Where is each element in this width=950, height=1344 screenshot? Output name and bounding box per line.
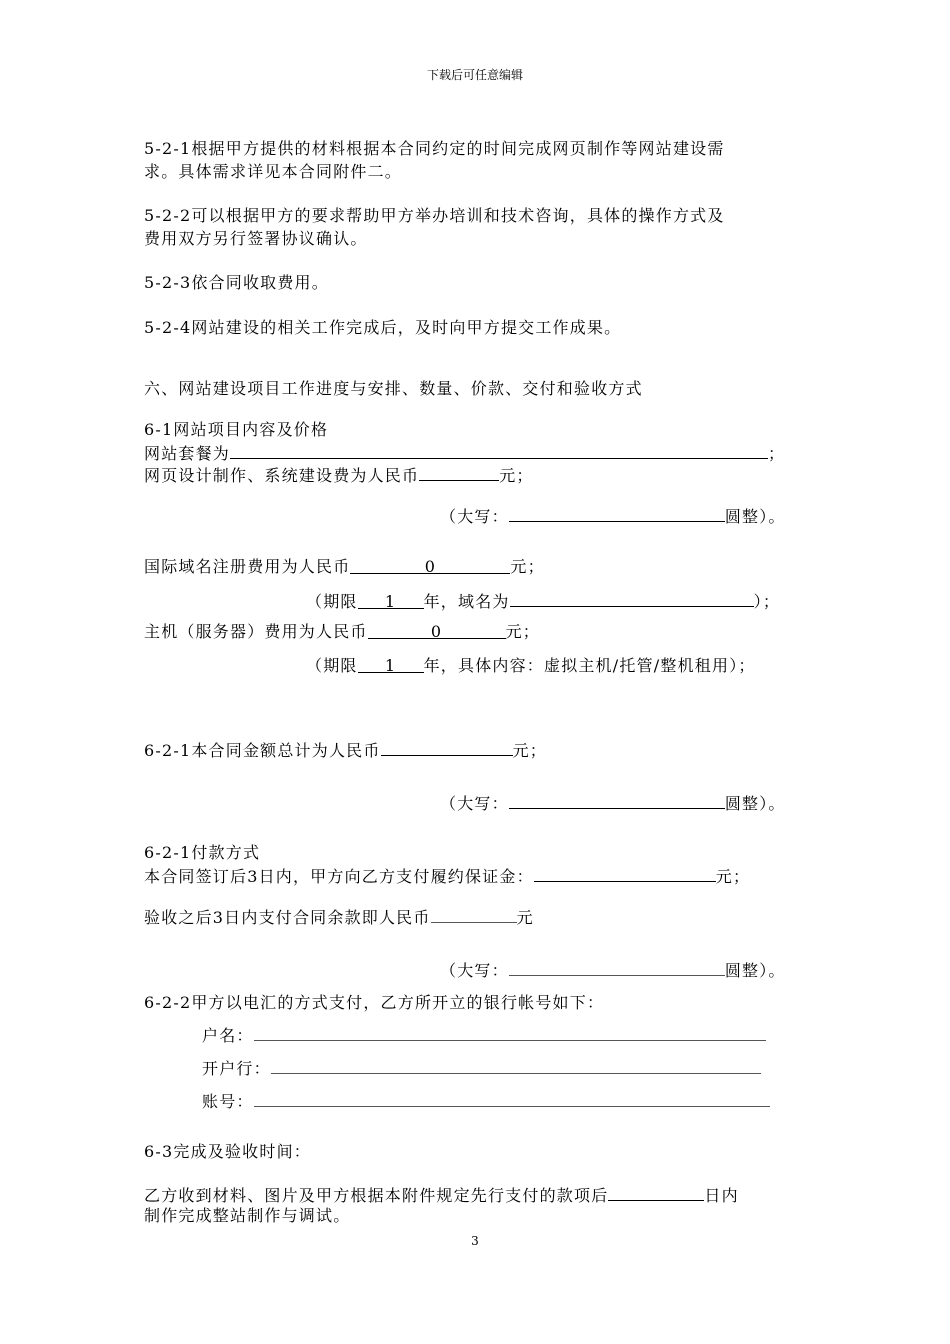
page-number: 3 <box>471 1234 479 1248</box>
deposit-blank[interactable] <box>534 864 716 882</box>
clause-5-2-1-line2: 求。具体需求详见本合同附件二。 <box>144 162 403 181</box>
completion-days-unit: 日内 <box>704 1186 739 1205</box>
host-fee-label: 主机（服务器）费用为人民币 <box>144 622 368 641</box>
domain-fee-line <box>144 556 545 577</box>
account-no-line <box>202 1089 770 1112</box>
bank-label: 开户行： <box>202 1059 271 1078</box>
account-no-label: 账号： <box>202 1092 254 1111</box>
clause-5-2-2-line1: 5-2-2可以根据甲方的要求帮助甲方举办培训和技术咨询，具体的操作方式及 <box>144 206 725 225</box>
host-term-rest: 年，具体内容：虚拟主机/托管/整机租用）； <box>423 656 756 675</box>
deposit-label: 本合同签订后3日内，甲方向乙方支付履约保证金： <box>144 867 534 886</box>
domain-fee-unit: 元； <box>510 557 545 576</box>
design-fee-daxie-line <box>440 504 786 527</box>
page-header: 下载后可任意编辑 <box>426 68 523 82</box>
clause-5-2-3: 5-2-3依合同收取费用。 <box>144 273 329 292</box>
balance-line <box>144 905 534 928</box>
domain-term-value[interactable]: 1 <box>358 591 424 609</box>
host-term-line <box>306 655 756 676</box>
clause-6-3: 6-3完成及验收时间： <box>144 1142 311 1161</box>
domain-name-blank[interactable] <box>510 589 754 607</box>
account-no-blank[interactable] <box>254 1089 770 1107</box>
clause-6-1: 6-1网站项目内容及价格 <box>144 420 329 439</box>
domain-term-line <box>306 589 780 612</box>
section-6-title: 六、网站建设项目工作进度与安排、数量、价款、交付和验收方式 <box>144 379 643 398</box>
host-fee-value[interactable]: 0 <box>368 621 506 639</box>
bank-line <box>202 1056 761 1079</box>
domain-term-open: （期限 <box>306 592 358 611</box>
completion-line1 <box>144 1183 739 1206</box>
host-fee-unit: 元； <box>505 622 541 641</box>
domain-term-mid: 年，域名为 <box>423 592 510 611</box>
total-line <box>144 738 547 761</box>
deposit-unit: 元； <box>715 867 751 886</box>
clause-6-2-2: 6-2-2甲方以电汇的方式支付，乙方所开立的银行帐号如下： <box>144 993 605 1012</box>
daxie-end: 圆整）。 <box>724 961 786 980</box>
design-fee-line <box>144 463 534 486</box>
completion-line2: 制作完成整站制作与调试。 <box>144 1206 351 1225</box>
package-line <box>144 441 785 464</box>
deposit-line <box>144 864 750 887</box>
total-blank[interactable] <box>381 738 513 756</box>
daxie-end: 圆整）。 <box>724 507 786 526</box>
balance-daxie-line <box>440 958 786 981</box>
clause-5-2-2-line2: 费用双方另行签署协议确认。 <box>144 229 368 248</box>
completion-text: 乙方收到材料、图片及甲方根据本附件规定先行支付的款项后 <box>144 1186 609 1205</box>
daxie-label: （大写： <box>440 961 509 980</box>
daxie-label: （大写： <box>440 507 509 526</box>
design-fee-blank[interactable] <box>419 463 499 481</box>
design-fee-label: 网页设计制作、系统建设费为人民币 <box>144 466 420 485</box>
total-unit: 元； <box>512 741 547 760</box>
balance-label: 验收之后3日内支付合同余款即人民币 <box>144 908 431 927</box>
domain-fee-label: 国际域名注册费用为人民币 <box>144 557 351 576</box>
clause-5-2-1-line1: 5-2-1根据甲方提供的材料根据本合同约定的时间完成网页制作等网站建设需 <box>144 139 725 158</box>
domain-term-end: ）； <box>753 592 781 611</box>
bank-blank[interactable] <box>271 1056 761 1074</box>
balance-blank[interactable] <box>431 905 517 923</box>
total-daxie-line <box>440 791 786 814</box>
account-name-blank[interactable] <box>254 1023 766 1041</box>
package-label: 网站套餐为 <box>144 444 231 463</box>
package-semicolon: ； <box>768 444 786 463</box>
total-label: 6-2-1本合同金额总计为人民币 <box>144 741 381 760</box>
completion-days-blank[interactable] <box>608 1183 704 1201</box>
host-fee-line <box>144 621 540 642</box>
clause-5-2-4: 5-2-4网站建设的相关工作完成后，及时向甲方提交工作成果。 <box>144 318 622 337</box>
domain-fee-value[interactable]: 0 <box>350 556 510 574</box>
daxie-end: 圆整）。 <box>724 794 786 813</box>
payment-method-heading: 6-2-1付款方式 <box>144 843 261 862</box>
daxie-label: （大写： <box>440 794 509 813</box>
account-name-label: 户名： <box>202 1026 254 1045</box>
host-term-value[interactable]: 1 <box>358 655 424 673</box>
balance-unit: 元 <box>516 908 534 927</box>
host-term-open: （期限 <box>306 656 358 675</box>
design-fee-unit: 元； <box>499 466 534 485</box>
total-daxie-blank[interactable] <box>509 791 725 809</box>
balance-daxie-blank[interactable] <box>509 958 725 976</box>
account-name-line <box>202 1023 766 1046</box>
design-fee-daxie-blank[interactable] <box>509 504 725 522</box>
package-blank[interactable] <box>230 441 768 459</box>
